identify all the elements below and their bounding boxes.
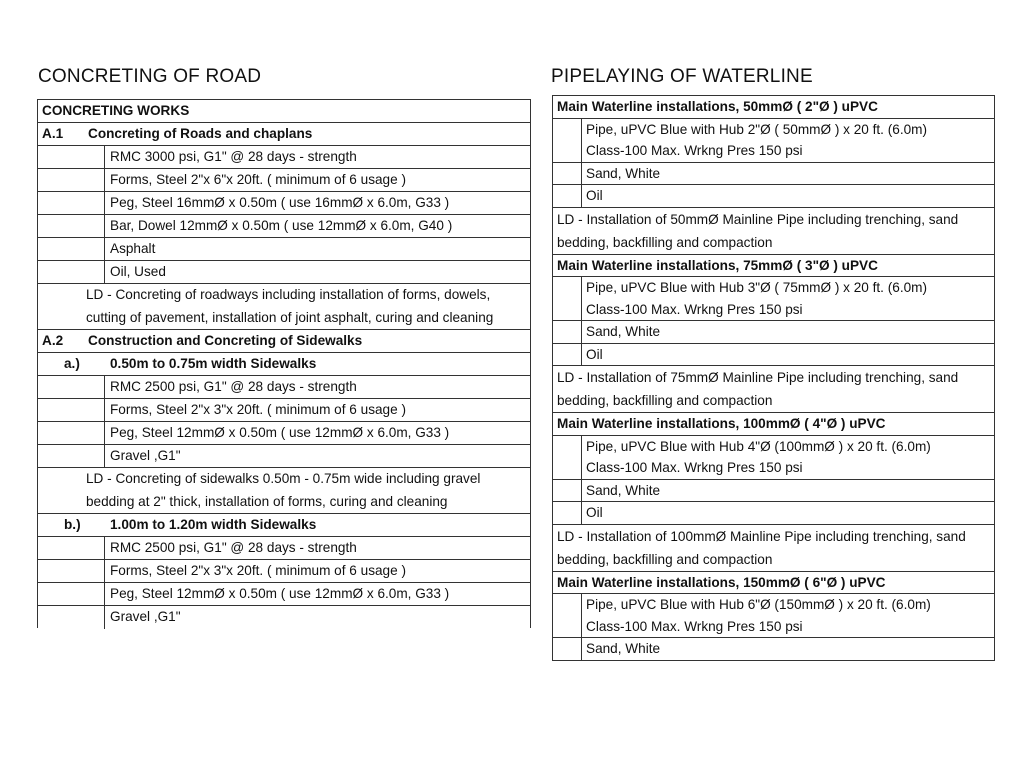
table-row [553,480,995,503]
table-row [553,277,995,299]
table-row [553,255,995,278]
row-text: Pipe, uPVC Blue with Hub 4"Ø (100mmØ ) x 20 ft. (6.0m) [586,438,931,454]
right-section-title: PIPELAYING OF WATERLINE [551,66,813,87]
table-row [38,468,531,514]
row-text: LD - Installation of 75mmØ Mainline Pipe including trenching, sand bedding, backfilling and compaction [557,370,959,408]
item-code: A.1 [42,126,64,141]
row-text: Oil [586,346,603,362]
row-text: LD - Concreting of roadways including installation of forms, dowels, cutting of pavement, installation of joint asphalt, curing and cleaning [86,287,494,325]
table-row [38,537,531,560]
row-text: Gravel ,G1" [110,448,181,463]
row-text: Gravel ,G1" [110,609,181,624]
table-row [553,95,995,119]
table-row [553,140,995,163]
table-row [553,321,995,344]
table-row [38,238,531,261]
table-row [38,606,531,628]
table-row [553,594,995,616]
table-row [553,638,995,661]
row-text: LD - Concreting of sidewalks 0.50m - 0.75m wide including gravel bedding at 2" thick, installation of forms, curing and cleaning [86,471,481,509]
table-row [38,399,531,422]
row-text: Class-100 Max. Wrkng Pres 150 psi [586,618,803,634]
row-text: Class-100 Max. Wrkng Pres 150 psi [586,301,803,317]
row-text: Main Waterline installations, 100mmØ ( 4"Ø ) uPVC [557,416,886,431]
row-text: Oil [586,188,603,203]
item-code: a.) [64,356,80,371]
row-text: Class-100 Max. Wrkng Pres 150 psi [586,460,803,475]
table-row [553,163,995,186]
row-text: RMC 3000 psi, G1" @ 28 days - strength [110,149,357,164]
row-text: LD - Installation of 100mmØ Mainline Pipe including trenching, sand bedding, backfilling and compaction [557,528,966,567]
row-text: Construction and Concreting of Sidewalks [88,333,363,348]
table-row [38,422,531,445]
row-text: Oil [586,505,603,520]
table-row [38,146,531,169]
table-row [38,330,531,353]
table-row [38,192,531,215]
row-text: Pipe, uPVC Blue with Hub 2"Ø ( 50mmØ ) x 20 ft. (6.0m) [586,121,928,137]
item-code: A.2 [42,333,64,348]
row-text: Sand, White [586,641,661,656]
row-text: RMC 2500 psi, G1" @ 28 days - strength [110,540,357,555]
table-row [38,583,531,606]
row-text: Sand, White [586,482,661,498]
row-text: Sand, White [586,324,661,339]
table-row [38,284,531,330]
table-row [38,445,531,468]
row-text: Pipe, uPVC Blue with Hub 3"Ø ( 75mmØ ) x 20 ft. (6.0m) [586,280,928,295]
table-row [553,366,995,413]
row-text: 1.00m to 1.20m width Sidewalks [110,517,317,532]
table-row [38,353,531,376]
row-text: Concreting of Roads and chaplans [88,126,313,141]
row-text: CONCRETING WORKS [42,103,190,118]
row-text: Sand, White [586,165,661,181]
table-row [38,99,531,123]
waterline-table [552,95,995,661]
row-text: Forms, Steel 2"x 3"x 20ft. ( minimum of 6 usage ) [110,563,406,578]
row-text: Pipe, uPVC Blue with Hub 6"Ø (150mmØ ) x 20 ft. (6.0m) [586,597,931,612]
table-row [38,560,531,583]
table-row [553,457,995,480]
row-text: Main Waterline installations, 75mmØ ( 3"Ø ) uPVC [557,257,878,273]
table-row [38,169,531,192]
table-row [553,413,995,436]
row-text: Peg, Steel 16mmØ x 0.50m ( use 16mmØ x 6.0m, G33 ) [110,195,450,210]
row-text: Forms, Steel 2"x 6"x 20ft. ( minimum of 6 usage ) [110,172,406,187]
table-row [553,572,995,595]
table-row [553,185,995,208]
row-text: Peg, Steel 12mmØ x 0.50m ( use 12mmØ x 6.0m, G33 ) [110,586,450,601]
table-row [553,436,995,458]
item-code: b.) [64,517,81,532]
row-text: 0.50m to 0.75m width Sidewalks [110,356,317,371]
table-row [38,376,531,399]
row-text: LD - Installation of 50mmØ Mainline Pipe including trenching, sand bedding, backfilling and compaction [557,211,959,250]
left-section-title: CONCRETING OF ROAD [38,66,262,87]
table-row [38,261,531,284]
table-row [553,119,995,141]
row-text: Oil, Used [110,264,166,279]
row-text: Peg, Steel 12mmØ x 0.50m ( use 12mmØ x 6.0m, G33 ) [110,425,450,440]
table-row [553,208,995,255]
row-text: Forms, Steel 2"x 3"x 20ft. ( minimum of 6 usage ) [110,402,406,417]
table-row [38,215,531,238]
table-row [38,514,531,537]
row-text: Main Waterline installations, 50mmØ ( 2"Ø ) uPVC [557,99,878,114]
table-row [38,123,531,146]
table-row [553,344,995,367]
table-row [553,616,995,639]
row-text: Asphalt [110,241,156,256]
table-row [553,502,995,525]
row-text: Main Waterline installations, 150mmØ ( 6"Ø ) uPVC [557,574,886,590]
concreting-table [37,99,531,628]
table-row [553,525,995,572]
row-text: Class-100 Max. Wrkng Pres 150 psi [586,143,803,158]
table-row [553,299,995,322]
row-text: RMC 2500 psi, G1" @ 28 days - strength [110,379,357,394]
row-text: Bar, Dowel 12mmØ x 0.50m ( use 12mmØ x 6.0m, G40 ) [110,218,453,233]
